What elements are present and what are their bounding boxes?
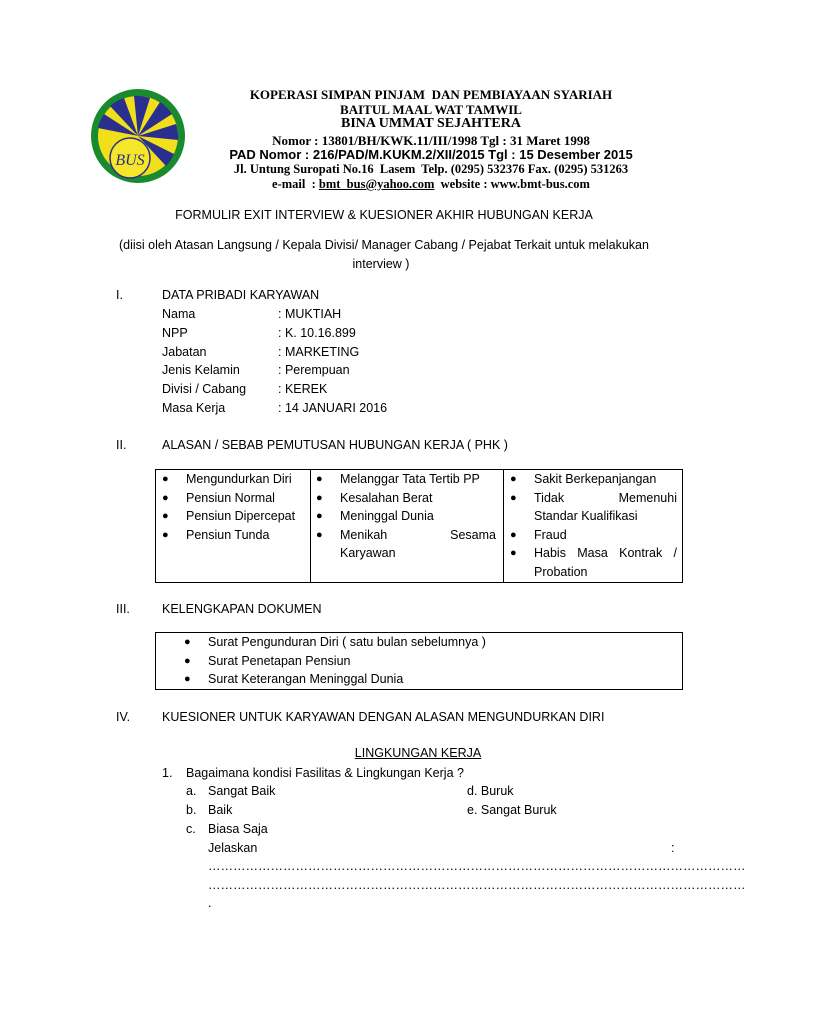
bullet-icon: ● (162, 510, 169, 523)
table-divider (310, 470, 311, 582)
bullet-icon: ● (162, 491, 169, 504)
org-name-line3: BINA UMMAT SEJAHTERA (341, 116, 521, 131)
address-line: Jl. Untung Suropati No.16 Lasem Telp. (0295) 532376 Fax. (0295) 531263 (233, 162, 629, 176)
reason-item: ● Habis Masa Kontrak / Probation (510, 546, 677, 579)
section4-number: IV. (116, 710, 131, 724)
bullet-icon: ● (510, 473, 517, 485)
form-note-line2: interview ) (352, 257, 410, 271)
bullet-icon: ● (316, 491, 323, 504)
phk-reasons-table: ● Mengundurkan Diri ● Pensiun Normal ● Pensiun Dipercepat ● Pensiun Tunda ● Melanggar Tata Tertib PP ● Kesalahan Berat ● Meninggal Dunia ● Menikah Sesama Karyawan ● Sakit Berkepanjangan ● Tidak Memenuhi Standar Kualifikasi ● Fraud ● Habis Masa Kontrak / Probation (155, 469, 683, 583)
option-e: e. Sangat Buruk (467, 803, 557, 817)
email-link[interactable]: bmt_bus@yahoo.com (318, 177, 435, 191)
section3-number: III. (116, 602, 130, 616)
org-name-line2: BAITUL MAAL WAT TAMWIL (340, 102, 522, 117)
option-a: Sangat Baik (208, 784, 276, 798)
explain-label: Jelaskan (208, 841, 258, 855)
reason-item: ● Menikah Sesama Karyawan (316, 527, 496, 561)
question-text: Bagaimana kondisi Fasilitas & Lingkungan Kerja ? (186, 766, 464, 780)
pad-number: PAD Nomor : 216/PAD/M.KUKM.2/XII/2015 Tgl : 15 Desember 2015 (229, 147, 633, 162)
field-value-jenis-kelamin: : Perempuan (278, 363, 350, 377)
option-d: d. Buruk (467, 784, 514, 798)
reason-item: ● Tidak Memenuhi Standar Kualifikasi (510, 490, 677, 524)
option-b: Baik (208, 803, 233, 817)
explain-colon: : (671, 841, 675, 855)
section2-title: ALASAN / SEBAB PEMUTUSAN HUBUNGAN KERJA ( PHK ) (162, 438, 508, 452)
field-value-divisi: : KEREK (278, 382, 328, 396)
explain-dotted-line: ………………………………………………………………………………………………………………… (208, 878, 746, 892)
field-label-npp: NPP (162, 326, 188, 340)
bullet-icon: ● (316, 528, 323, 541)
option-letter-b: b. (186, 803, 197, 817)
table-divider (503, 470, 504, 582)
email-label: e-mail : (272, 177, 319, 191)
field-value-npp: : K. 10.16.899 (278, 326, 356, 340)
section4-title: KUESIONER UNTUK KARYAWAN DENGAN ALASAN MENGUNDURKAN DIRI (162, 710, 605, 724)
bullet-icon: ● (162, 528, 169, 541)
contact-line (186, 177, 676, 192)
bullet-icon: ● (510, 491, 517, 504)
option-c: Biasa Saja (208, 822, 268, 836)
field-label-nama: Nama (162, 307, 196, 321)
bullet-icon: ● (162, 473, 169, 485)
registration-number: Nomor : 13801/BH/KWK.11/III/1998 Tgl : 31 Maret 1998 (272, 133, 590, 148)
bullet-icon: ● (184, 636, 191, 648)
logo-text: BUS (115, 152, 145, 169)
option-letter-c: c. (186, 822, 196, 836)
bullet-icon: ● (316, 473, 323, 485)
cooperative-logo-icon (90, 88, 186, 184)
field-label-jabatan: Jabatan (162, 345, 207, 359)
bullet-icon: ● (510, 528, 517, 541)
form-note-line1: (diisi oleh Atasan Langsung / Kepala Divisi/ Manager Cabang / Pejabat Terkait untuk melakukan (119, 238, 649, 252)
explain-dotted-line: ………………………………………………………………………………………………………………… (208, 859, 746, 873)
field-value-masa-kerja: : 14 JANUARI 2016 (278, 401, 388, 415)
question-number: 1. (162, 766, 173, 780)
field-label-masa-kerja: Masa Kerja (162, 401, 226, 415)
field-value-jabatan: : MARKETING (278, 345, 360, 359)
section1-number: I. (116, 288, 123, 302)
field-label-jenis-kelamin: Jenis Kelamin (162, 363, 240, 377)
bullet-icon: ● (316, 510, 323, 523)
org-name-line1: KOPERASI SIMPAN PINJAM DAN PEMBIAYAAN SYARIAH (249, 87, 613, 102)
logo (90, 88, 186, 184)
bullet-icon: ● (510, 547, 517, 560)
form-title: FORMULIR EXIT INTERVIEW & KUESIONER AKHIR HUBUNGAN KERJA (175, 208, 593, 222)
explain-dotted-end: . (208, 896, 212, 910)
section1-title: DATA PRIBADI KARYAWAN (162, 288, 320, 302)
section3-title: KELENGKAPAN DOKUMEN (162, 602, 322, 616)
section2-number: II. (116, 438, 127, 452)
field-value-nama: : MUKTIAH (278, 307, 342, 321)
bullet-icon: ● (184, 654, 191, 667)
option-letter-a: a. (186, 784, 197, 798)
bullet-icon: ● (184, 673, 191, 686)
website-text: website : www.bmt-bus.com (434, 177, 590, 191)
subheading-lingkungan-kerja: LINGKUNGAN KERJA (354, 746, 482, 760)
documents-table: ● Surat Pengunduran Diri ( satu bulan sebelumnya ) ● Surat Penetapan Pensiun ● Surat Keterangan Meninggal Dunia (155, 632, 683, 690)
field-label-divisi: Divisi / Cabang (162, 382, 247, 396)
